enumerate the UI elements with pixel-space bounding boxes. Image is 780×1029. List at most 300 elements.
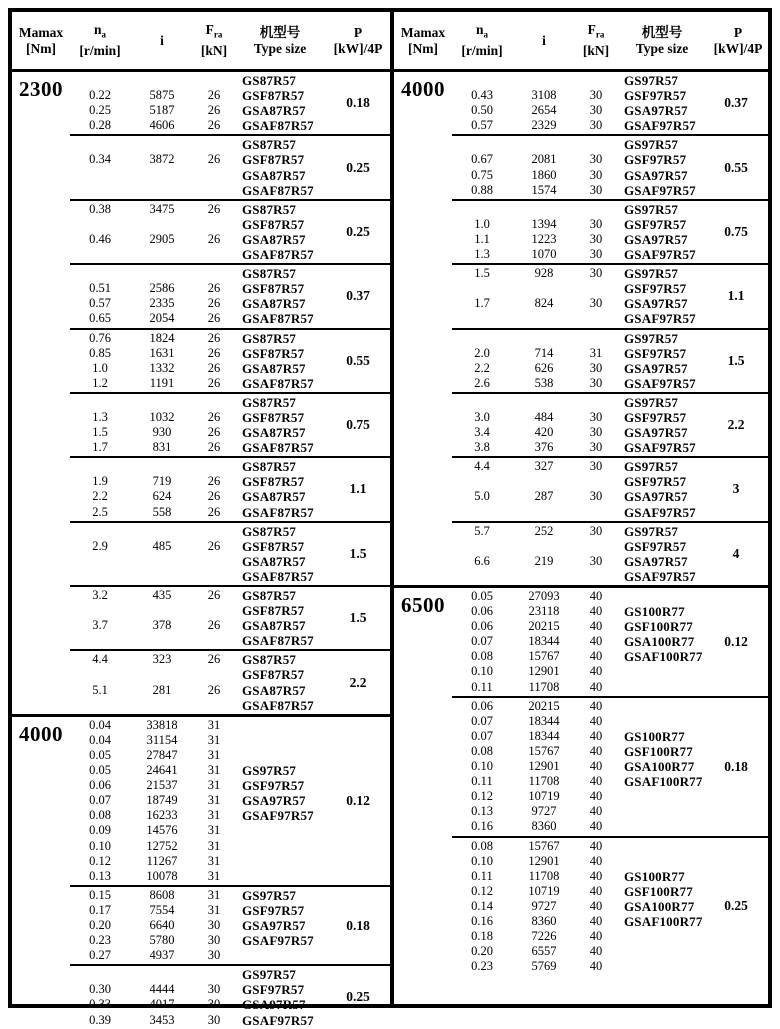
table-row xyxy=(452,73,704,88)
fra-cell: 30 xyxy=(589,167,603,182)
ratio-cell: 12901 xyxy=(528,664,560,679)
power-block xyxy=(452,456,768,520)
na-cell xyxy=(452,311,512,326)
power-cell: 0.55 xyxy=(724,159,748,175)
na-cell xyxy=(70,554,130,569)
type-size-cell: GS87R57 xyxy=(242,137,297,153)
table-row xyxy=(70,733,326,748)
fra-cell: 40 xyxy=(589,868,603,883)
table-row xyxy=(452,395,704,410)
type-size-cell: GSA100R77 xyxy=(624,759,695,775)
type-size-cell xyxy=(234,839,326,854)
ratio-cell: 4937 xyxy=(149,948,175,963)
ratio-cell: 8360 xyxy=(531,819,557,834)
table-row xyxy=(70,588,326,603)
ratio-cell: 15767 xyxy=(528,649,560,664)
type-size-cell: GSA87R57 xyxy=(242,489,306,505)
power-cell: 0.55 xyxy=(346,352,370,368)
type-size-cell: GSAF100R77 xyxy=(624,774,703,790)
type-size-cell xyxy=(234,869,326,884)
fra-cell: 26 xyxy=(207,88,221,103)
type-size-cell: GSA97R57 xyxy=(624,103,688,119)
table-row xyxy=(70,524,326,539)
type-size-cell: GS97R57 xyxy=(624,73,679,88)
type-size-cell: GSA97R57 xyxy=(624,425,688,441)
fra-cell: 40 xyxy=(589,664,603,679)
fra-cell: 31 xyxy=(589,345,603,360)
block-list xyxy=(70,717,390,1029)
na-cell: 0.08 xyxy=(471,838,493,853)
fra-cell: 30 xyxy=(589,523,603,538)
table-row xyxy=(70,137,326,152)
power-cell: 4 xyxy=(732,545,740,561)
na-cell xyxy=(452,202,512,217)
fra-cell: 26 xyxy=(207,618,221,633)
na-cell: 1.7 xyxy=(474,296,490,311)
type-size-cell: GS87R57 xyxy=(242,459,297,475)
type-size-cell: GSF97R57 xyxy=(624,345,687,361)
na-cell: 0.57 xyxy=(89,296,111,311)
torque-value: 4000 xyxy=(401,77,445,101)
na-cell: 0.17 xyxy=(89,902,111,917)
type-size-cell: GSAF97R57 xyxy=(624,568,696,584)
power-cell: 3 xyxy=(732,481,740,497)
type-size-cell: GS97R57 xyxy=(624,266,679,282)
power-block xyxy=(452,72,768,134)
table-header-left xyxy=(12,12,390,72)
block-rows xyxy=(452,588,704,696)
fra-cell: 40 xyxy=(589,944,603,959)
table-row xyxy=(70,474,326,489)
na-cell: 0.20 xyxy=(89,917,111,932)
na-cell: 0.10 xyxy=(89,838,111,853)
fra-cell: 40 xyxy=(589,913,603,928)
na-cell: 0.50 xyxy=(471,103,493,118)
power-block xyxy=(452,263,768,327)
block-rows xyxy=(70,458,326,520)
table-row xyxy=(452,944,704,959)
na-cell: 0.16 xyxy=(471,913,493,928)
power-block xyxy=(452,199,768,263)
col-header-na: $n_a$ [r/min] xyxy=(79,22,121,59)
table-row xyxy=(452,152,704,167)
power-block xyxy=(452,328,768,392)
table-row xyxy=(70,967,326,982)
block-rows xyxy=(70,523,326,585)
table-row xyxy=(70,103,326,118)
fra-cell xyxy=(576,505,616,520)
fra-cell xyxy=(194,266,234,281)
type-size-cell: GSF97R57 xyxy=(624,88,687,104)
power-block xyxy=(70,199,390,263)
power-cell: 0.12 xyxy=(346,792,370,808)
na-cell xyxy=(452,539,512,554)
ratio-cell: 27847 xyxy=(146,747,178,762)
ratio-cell: 4606 xyxy=(149,118,175,133)
table-row xyxy=(70,168,326,183)
fra-cell: 30 xyxy=(589,360,603,375)
fra-cell: 40 xyxy=(589,649,603,664)
na-cell: 0.16 xyxy=(471,819,493,834)
table-row xyxy=(452,376,704,391)
na-cell: 0.11 xyxy=(471,679,493,694)
ratio-cell: 9727 xyxy=(531,804,557,819)
type-size-cell: GSA97R57 xyxy=(242,917,306,933)
fra-cell: 26 xyxy=(207,296,221,311)
type-size-cell: GSF100R77 xyxy=(624,619,693,635)
col-header-na: $n_a$ [r/min] xyxy=(461,22,503,59)
power-block xyxy=(70,649,390,713)
col-header-fra: $F_{ra}$ [kN] xyxy=(200,22,228,59)
type-size-cell: GSA87R57 xyxy=(242,425,306,441)
ratio-cell: 12752 xyxy=(146,838,178,853)
table-row xyxy=(70,748,326,763)
ratio-cell xyxy=(512,474,576,489)
type-size-cell: GS100R77 xyxy=(624,868,685,884)
fra-cell: 30 xyxy=(589,231,603,246)
power-cell: 2.2 xyxy=(349,674,367,690)
table-left-half xyxy=(12,12,390,1028)
ratio-cell: 327 xyxy=(534,459,554,474)
na-cell xyxy=(452,569,512,584)
na-cell: 5.1 xyxy=(92,682,108,697)
block-rows xyxy=(70,265,326,327)
block-rows xyxy=(452,201,704,263)
na-cell: 0.05 xyxy=(471,589,493,603)
ratio-cell: 5875 xyxy=(149,88,175,103)
table-row xyxy=(70,311,326,326)
table-row xyxy=(70,410,326,425)
fra-cell: 40 xyxy=(589,804,603,819)
na-cell xyxy=(70,524,130,539)
table-row xyxy=(70,376,326,391)
fra-cell xyxy=(194,395,234,410)
fra-cell: 26 xyxy=(207,652,221,667)
type-size-cell: GSAF97R57 xyxy=(624,247,696,263)
ratio-cell: 11708 xyxy=(528,679,560,694)
na-cell xyxy=(70,967,130,982)
table-row xyxy=(452,474,704,489)
fra-cell: 40 xyxy=(589,619,603,634)
na-cell: 1.5 xyxy=(92,425,108,440)
na-cell: 0.09 xyxy=(89,823,111,838)
table-row xyxy=(70,652,326,667)
ratio-cell xyxy=(512,569,576,584)
col-header-ratio: i xyxy=(542,32,546,48)
block-rows xyxy=(452,523,704,585)
na-cell: 1.1 xyxy=(474,231,490,246)
table-row xyxy=(70,569,326,584)
block-list xyxy=(452,72,768,585)
power-block xyxy=(452,134,768,198)
ratio-cell xyxy=(130,569,194,584)
type-size-cell: GS97R57 xyxy=(242,967,297,983)
table-row xyxy=(452,589,704,604)
ratio-cell: 18749 xyxy=(146,793,178,808)
table-row xyxy=(70,266,326,281)
power-cell: 0.18 xyxy=(346,95,370,111)
ratio-cell: 3872 xyxy=(149,152,175,167)
na-cell: 5.0 xyxy=(474,489,490,504)
power-cell: 0.12 xyxy=(724,633,748,649)
ratio-cell: 3108 xyxy=(531,88,557,103)
ratio-cell: 1032 xyxy=(149,409,175,424)
type-size-cell: GSA97R57 xyxy=(624,360,688,376)
fra-cell xyxy=(194,524,234,539)
na-cell: 0.23 xyxy=(89,933,111,948)
col-header-mamax: Mamax [Nm] xyxy=(400,25,446,56)
na-cell: 0.46 xyxy=(89,231,111,246)
fra-cell: 40 xyxy=(589,743,603,758)
na-cell: 0.07 xyxy=(471,713,493,728)
power-block xyxy=(70,885,390,964)
na-cell: 2.6 xyxy=(474,375,490,390)
ratio-cell: 20215 xyxy=(528,619,560,634)
fra-cell xyxy=(576,331,616,346)
type-size-cell xyxy=(616,680,704,695)
block-rows xyxy=(70,966,326,1028)
fra-cell: 30 xyxy=(589,440,603,455)
type-size-cell: GSF97R57 xyxy=(624,409,687,425)
ratio-cell: 5780 xyxy=(149,933,175,948)
ratio-cell xyxy=(130,168,194,183)
fra-cell xyxy=(194,603,234,618)
ratio-cell: 10078 xyxy=(146,868,178,883)
fra-cell: 31 xyxy=(207,793,221,808)
type-size-cell: GSA100R77 xyxy=(624,634,695,650)
na-cell: 0.12 xyxy=(471,789,493,804)
type-size-cell: GSAF87R57 xyxy=(242,504,314,520)
type-size-cell xyxy=(616,699,704,714)
table-row xyxy=(452,929,704,944)
type-size-cell: GSF87R57 xyxy=(242,281,305,297)
ratio-cell: 323 xyxy=(152,652,172,667)
type-size-cell xyxy=(234,854,326,869)
fra-cell: 30 xyxy=(589,375,603,390)
na-cell xyxy=(70,168,130,183)
table-row xyxy=(70,933,326,948)
table-row xyxy=(70,918,326,933)
ratio-cell: 485 xyxy=(152,538,172,553)
type-size-cell: GSAF87R57 xyxy=(242,568,314,584)
table-row xyxy=(70,1013,326,1028)
ratio-cell: 281 xyxy=(152,682,172,697)
na-cell: 0.20 xyxy=(471,944,493,959)
na-cell xyxy=(452,505,512,520)
ratio-cell: 538 xyxy=(534,375,554,390)
table-row xyxy=(452,539,704,554)
fra-cell: 30 xyxy=(589,247,603,262)
type-size-cell: GS87R57 xyxy=(242,201,297,217)
fra-cell: 26 xyxy=(207,360,221,375)
power-cell: 0.18 xyxy=(724,758,748,774)
ratio-cell xyxy=(512,137,576,152)
power-cell: 0.25 xyxy=(724,898,748,914)
ratio-cell: 6640 xyxy=(149,917,175,932)
power-cell: 0.37 xyxy=(346,288,370,304)
block-rows xyxy=(70,136,326,198)
table-row xyxy=(70,683,326,698)
table-row xyxy=(70,118,326,133)
type-size-cell xyxy=(616,959,704,974)
power-block xyxy=(70,392,390,456)
ratio-cell xyxy=(512,539,576,554)
na-cell: 5.7 xyxy=(474,523,490,538)
ratio-cell xyxy=(130,633,194,648)
fra-cell: 40 xyxy=(589,589,603,603)
table-row xyxy=(452,183,704,198)
fra-cell: 30 xyxy=(589,409,603,424)
na-cell: 0.14 xyxy=(471,898,493,913)
fra-cell: 30 xyxy=(589,216,603,231)
fra-cell: 26 xyxy=(207,345,221,360)
type-size-cell: GSF87R57 xyxy=(242,409,305,425)
col-header-power: P [kW]/4P xyxy=(333,25,383,56)
table-row xyxy=(70,331,326,346)
fra-cell: 26 xyxy=(207,103,221,118)
table-row xyxy=(452,914,704,929)
ratio-cell: 252 xyxy=(534,523,554,538)
fra-cell xyxy=(576,474,616,489)
na-cell: 0.06 xyxy=(471,619,493,634)
ratio-cell: 287 xyxy=(534,489,554,504)
type-size-cell xyxy=(616,819,704,834)
type-size-cell: GSAF97R57 xyxy=(624,311,696,327)
na-cell: 2.9 xyxy=(92,538,108,553)
torque-section xyxy=(12,72,390,714)
fra-cell xyxy=(576,73,616,88)
na-cell: 1.0 xyxy=(474,216,490,231)
fra-cell: 30 xyxy=(589,88,603,103)
fra-cell: 26 xyxy=(207,118,221,133)
type-size-cell: GSAF97R57 xyxy=(242,933,314,949)
na-cell: 0.10 xyxy=(471,664,493,679)
block-rows xyxy=(452,265,704,327)
table-row xyxy=(70,997,326,1012)
fra-cell xyxy=(194,73,234,88)
na-cell: 3.2 xyxy=(92,588,108,602)
ratio-cell: 624 xyxy=(152,489,172,504)
table-row xyxy=(70,982,326,997)
type-size-cell: GSA100R77 xyxy=(624,898,695,914)
table-row xyxy=(452,202,704,217)
fra-cell: 30 xyxy=(589,553,603,568)
fra-cell: 26 xyxy=(207,201,221,216)
fra-cell: 30 xyxy=(207,933,221,948)
type-size-cell: GSAF87R57 xyxy=(242,311,314,327)
block-rows xyxy=(70,72,326,134)
table-row xyxy=(452,649,704,664)
block-rows xyxy=(452,136,704,198)
table-row xyxy=(452,440,704,455)
type-size-cell: GS87R57 xyxy=(242,394,297,410)
fra-cell xyxy=(194,667,234,682)
torque-section xyxy=(394,72,768,585)
type-size-cell: GSA97R57 xyxy=(624,296,688,312)
table-row xyxy=(452,729,704,744)
na-cell: 1.0 xyxy=(92,360,108,375)
ratio-cell: 10719 xyxy=(528,789,560,804)
na-cell xyxy=(452,281,512,296)
na-cell: 0.13 xyxy=(89,868,111,883)
table-row xyxy=(70,183,326,198)
na-cell: 0.05 xyxy=(89,763,111,778)
table-row xyxy=(452,346,704,361)
fra-cell xyxy=(194,633,234,648)
na-cell: 4.4 xyxy=(92,652,108,667)
ratio-cell: 33818 xyxy=(146,717,178,732)
type-size-cell: GSA97R57 xyxy=(242,997,306,1013)
ratio-cell: 824 xyxy=(534,296,554,311)
table-row xyxy=(70,73,326,88)
type-size-cell: GSF87R57 xyxy=(242,538,305,554)
type-size-cell: GSAF97R57 xyxy=(624,440,696,456)
power-cell: 0.25 xyxy=(346,223,370,239)
na-cell: 0.08 xyxy=(471,649,493,664)
na-cell: 0.57 xyxy=(471,118,493,133)
ratio-cell: 435 xyxy=(152,588,172,602)
ratio-cell: 12901 xyxy=(528,759,560,774)
fra-cell: 40 xyxy=(589,728,603,743)
power-block xyxy=(70,134,390,198)
power-block xyxy=(70,72,390,134)
table-row xyxy=(70,778,326,793)
ratio-cell xyxy=(512,505,576,520)
ratio-cell: 21537 xyxy=(146,778,178,793)
fra-cell: 40 xyxy=(589,698,603,713)
type-size-cell xyxy=(616,589,704,604)
na-cell: 3.0 xyxy=(474,409,490,424)
block-rows xyxy=(70,587,326,649)
fra-cell: 40 xyxy=(589,898,603,913)
type-size-cell: GSF87R57 xyxy=(242,667,305,683)
ratio-cell: 1070 xyxy=(531,247,557,262)
torque-section xyxy=(12,714,390,1029)
fra-cell: 30 xyxy=(589,152,603,167)
na-cell: 0.06 xyxy=(471,698,493,713)
block-rows xyxy=(452,458,704,520)
na-cell: 3.8 xyxy=(474,440,490,455)
table-row xyxy=(452,664,704,679)
table-row xyxy=(70,869,326,884)
fra-cell: 40 xyxy=(589,713,603,728)
fra-cell: 40 xyxy=(589,634,603,649)
type-size-cell xyxy=(234,748,326,763)
na-cell xyxy=(70,137,130,152)
fra-cell: 31 xyxy=(207,747,221,762)
type-size-cell: GSA87R57 xyxy=(242,553,306,569)
table-row xyxy=(70,202,326,217)
power-cell: 0.25 xyxy=(346,989,370,1005)
type-size-cell xyxy=(616,929,704,944)
na-cell: 6.6 xyxy=(474,553,490,568)
fra-cell xyxy=(576,281,616,296)
table-row xyxy=(70,888,326,903)
table-row xyxy=(70,247,326,262)
fra-cell: 26 xyxy=(207,281,221,296)
type-size-cell: GSA87R57 xyxy=(242,682,306,698)
type-size-cell: GSAF87R57 xyxy=(242,375,314,391)
na-cell: 0.43 xyxy=(471,88,493,103)
table-row xyxy=(70,152,326,167)
ratio-cell xyxy=(130,603,194,618)
na-cell: 0.04 xyxy=(89,732,111,747)
block-list xyxy=(452,588,768,975)
ratio-cell: 18344 xyxy=(528,634,560,649)
table-row xyxy=(452,266,704,281)
type-size-cell: GS87R57 xyxy=(242,266,297,282)
na-cell xyxy=(70,633,130,648)
